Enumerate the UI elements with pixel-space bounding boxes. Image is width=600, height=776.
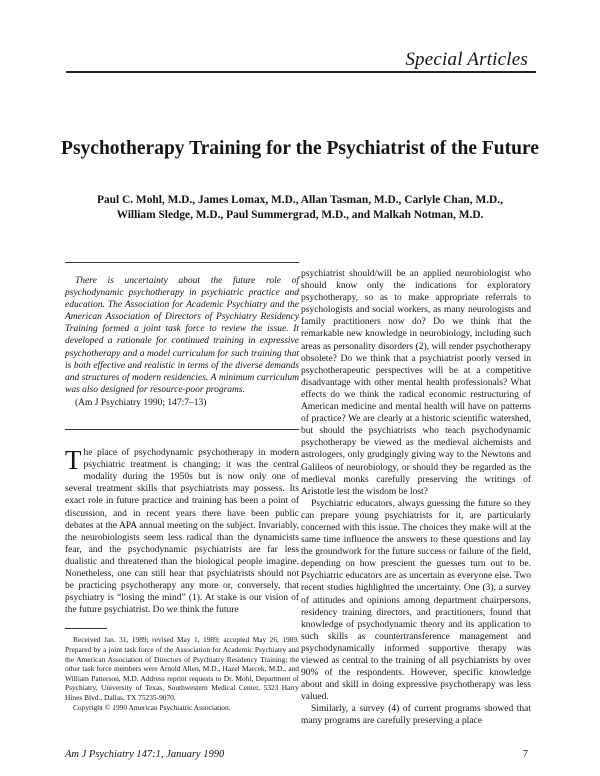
footnote: [65, 635, 299, 712]
body-text-left: [65, 447, 299, 616]
footnote-rule: [65, 628, 107, 629]
left-column: [65, 268, 299, 712]
author-line-2: William Sledge, M.D., Paul Summergrad, M.D., and Malkah Notman, M.D.: [116, 209, 484, 221]
article-title: Psychotherapy Training for the Psychiatrist of the Future: [61, 138, 539, 159]
drop-cap: T: [65, 445, 82, 476]
page-number: 7: [522, 749, 528, 760]
section-title: Special Articles: [405, 49, 528, 70]
right-paragraph-3: Similarly, a survey (4) of current programs showed that many programs are carefully preserving a place: [301, 704, 531, 727]
body-paragraph-1-text: he place of psychodynamic psychotherapy in modern psychiatric treatment is changing; it was the central modality during the 1950s but is now only one of several treatment skills that psychiatrists may possess. Its exact role in future practice and training has been a point of discussion, and in recent years there have been public debates at the APA annual meeting on the subject. Invariably, the neurobiologists seem less radical than the dynamicists fear, and the psychodynamic psychiatrists are far less dualistic and threatened than the biological people imagine. Nonetheless, one can still hear that psychiatrists should not be practicing psychotherapy any more or, conversely, that psychiatry is “losing the mind” (1). At stake is our vision of the future psychiatrist. Do we think the future: [65, 448, 299, 616]
abstract-top-rule: [65, 262, 299, 263]
footnote-received: Received Jan. 31, 1989; revised May 1, 1989; accepted May 26, 1989. Prepared by a joint task force of the Association for Academic Psychiatry and the American Association of Directors of Psychiatry Residency Training; the other task force members were Arnold Allen, M.D., Hazel Marcek, M.D., and William Patterson, M.D. Address reprint requests to Dr. Mohl, Department of Psychiatry, University of Texas, Southwestern Medical Center, 5323 Harry Hines Blvd., Dallas, TX 75235-9070.: [65, 635, 299, 702]
journal-footer: Am J Psychiatry 147:1, January 1990: [65, 749, 225, 760]
author-line-1: Paul C. Mohl, M.D., James Lomax, M.D., Allan Tasman, M.D., Carlyle Chan, M.D.,: [97, 194, 503, 206]
abstract-bottom-rule: [65, 429, 299, 430]
abstract-citation: (Am J Psychiatry 1990; 147:7–13): [75, 397, 207, 408]
footnote-copyright: Copyright © 1990 American Psychiatric Association.: [73, 702, 231, 712]
right-paragraph-1: psychiatrist should/will be an applied neurobiologist who should know only the indications for exploratory psychotherapy, so as to make appropriate referrals to psychologists and social workers, as many neurologists and family practitioners now do? Do we think that the remarkable new knowledge in neurobiology, including such areas as personality disorders (2), will render psychotherapy obsolete? Do we think that a psychiatrist poorly versed in psychotherapeutic perspectives will be at a competitive disadvantage with other mental health professionals? What effects do we think the radical economic restructuring of American medicine and mental health will have on patterns of practice? We are clearly at a historic scientific watershed, but should the psychiatrists who teach psychodynamic psychotherapy be viewed as the medieval alchemists and astrologers, only grudgingly giving way to the Newtons and Galileos of neurobiology, or should they be regarded as the medieval monks carefully preserving the writings of Aristotle lest the wisdom be lost?: [301, 269, 531, 497]
abstract: [65, 268, 299, 409]
body-paragraph-1: [65, 447, 299, 616]
author-list: [62, 193, 538, 223]
right-column: [301, 268, 531, 728]
right-paragraph-2: Psychiatric educators, always guessing the future so they can prepare young psychiatrists for it, are particularly concerned with this issue. The choices they make will at the same time influence the answers to these questions and lay the groundwork for the future success or failure of the field, depending on how prescient the guesses turn out to be. Psychiatric educators are as uncertain as everyone else. Two recent studies highlighted the uncertainty. One (3), a survey of attitudes and opinions among department chairpersons, residency training directors, and practitioners, found that knowledge of psychodynamic theory and its application to such skills as countertransference management and psychodynamically informed supportive therapy was viewed as central to the training of all psychiatrists by over 90% of the respondents. However, specific knowledge about and skill in doing expressive psychotherapy was less valued.: [301, 498, 531, 703]
section-rule: [66, 71, 536, 73]
body-text-right: [301, 268, 531, 728]
abstract-text: There is uncertainty about the future role of psychodynamic psychotherapy in psychiatric practice and education. The Association for Academic Psychiatry and the American Association of Directors of Psychiatry Residency Training formed a joint task force to review the issue. It developed a rationale for continued training in expressive psychotherapy and a model curriculum for such training that is both effective and realistic in terms of the diverse demands and structures of modern residencies. A minimum curriculum was also designed for resource-poor programs.: [65, 276, 299, 395]
